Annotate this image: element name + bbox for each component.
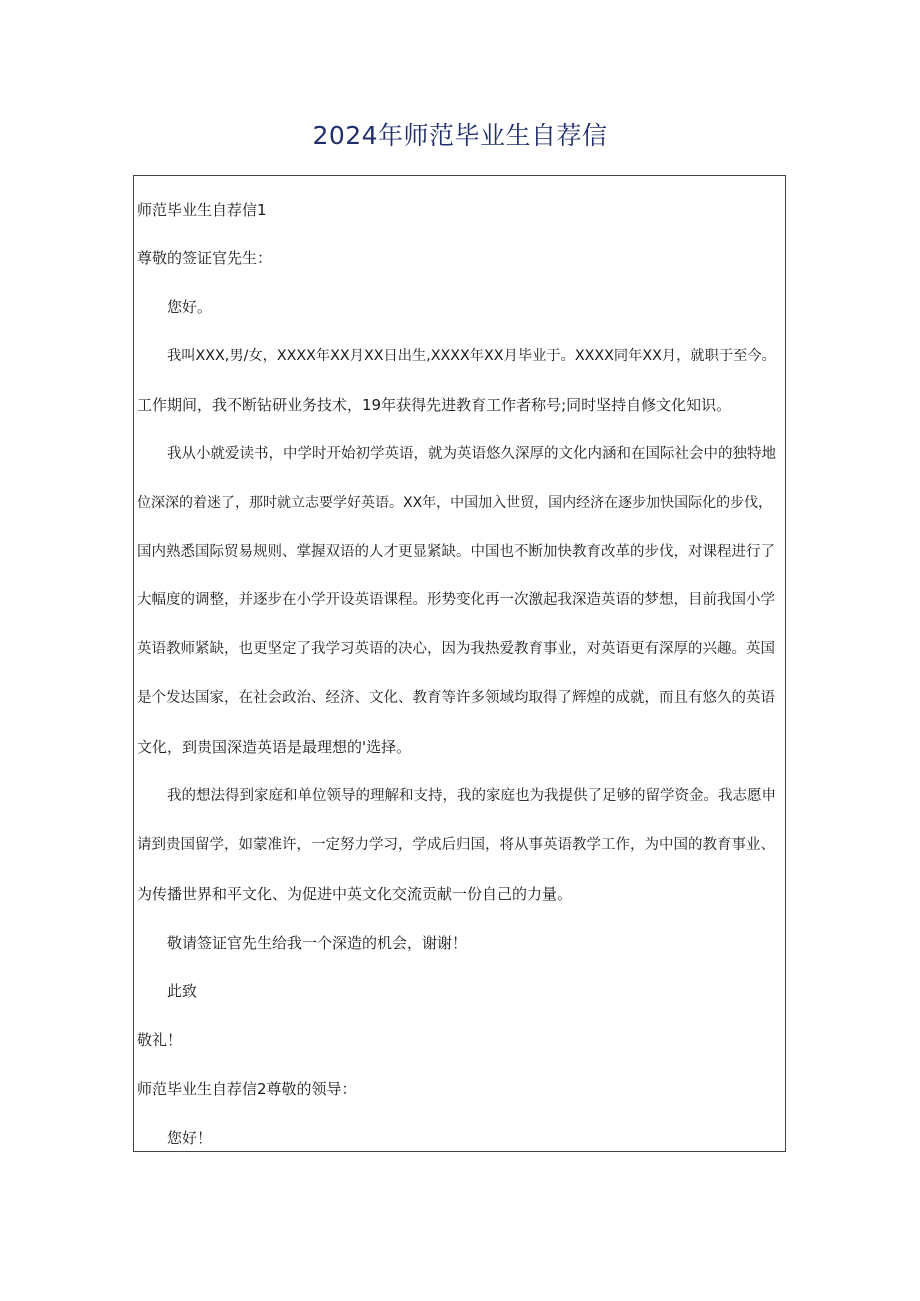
- section-heading-1: 师范毕业生自荐信1: [137, 201, 267, 219]
- greeting: 您好。: [167, 298, 213, 316]
- paragraph-line: 我的想法得到家庭和单位领导的理解和支持，我的家庭也为我提供了足够的留学资金。我志愿申: [167, 788, 776, 804]
- greeting-2: 您好！: [167, 1129, 213, 1147]
- paragraph-line: 为传播世界和平文化、为促进中英文化交流贡献一份自己的力量。: [137, 885, 573, 903]
- paragraph-line: 文化，到贵国深造英语是最理想的'选择。: [137, 738, 412, 756]
- paragraph-line: 位深深的着迷了，那时就立志要学好英语。XX年，中国加入世贸，国内经济在逐步加快国际化的步伐，: [137, 495, 773, 511]
- paragraph-line: 我叫XXX,男/女，XXXX年XX月XX日出生,XXXX年XX月毕业于。XXXX同年XX月，就职于至今。: [167, 348, 776, 364]
- paragraph-line: 大幅度的调整，并逐步在小学开设英语课程。形势变化再一次激起我深造英语的梦想，目前我国小学: [137, 592, 775, 608]
- closing-salute: 敬礼！: [137, 1031, 183, 1049]
- closing-phrase: 此致: [167, 982, 198, 1000]
- section-heading-2: 师范毕业生自荐信2尊敬的领导：: [137, 1080, 357, 1098]
- document-title: 2024年师范毕业生自荐信: [312, 121, 608, 150]
- paragraph-line: 是个发达国家，在社会政治、经济、文化、教育等许多领域均取得了辉煌的成就，而且有悠久的英语: [137, 690, 775, 706]
- paragraph-line: 我从小就爱读书，中学时开始初学英语，就为英语悠久深厚的文化内涵和在国际社会中的独特地: [167, 446, 776, 462]
- paragraph-line: 英语教师紧缺，也更坚定了我学习英语的决心，因为我热爱教育事业，对英语更有深厚的兴趣。英国: [137, 641, 775, 657]
- paragraph-line: 请到贵国留学，如蒙准许，一定努力学习，学成后归国，将从事英语教学工作，为中国的教育事业、: [137, 837, 775, 853]
- paragraph-line: 国内熟悉国际贸易规则、掌握双语的人才更显紧缺。中国也不断加快教育改革的步伐，对课程进行了: [137, 544, 775, 560]
- paragraph-line: 工作期间，我不断钻研业务技术，19年获得先进教育工作者称号;同时坚持自修文化知识。: [137, 396, 732, 414]
- salutation: 尊敬的签证官先生：: [137, 249, 273, 267]
- closing-request: 敬请签证官先生给我一个深造的机会，谢谢！: [167, 934, 468, 952]
- letter-content-frame: [133, 175, 786, 1152]
